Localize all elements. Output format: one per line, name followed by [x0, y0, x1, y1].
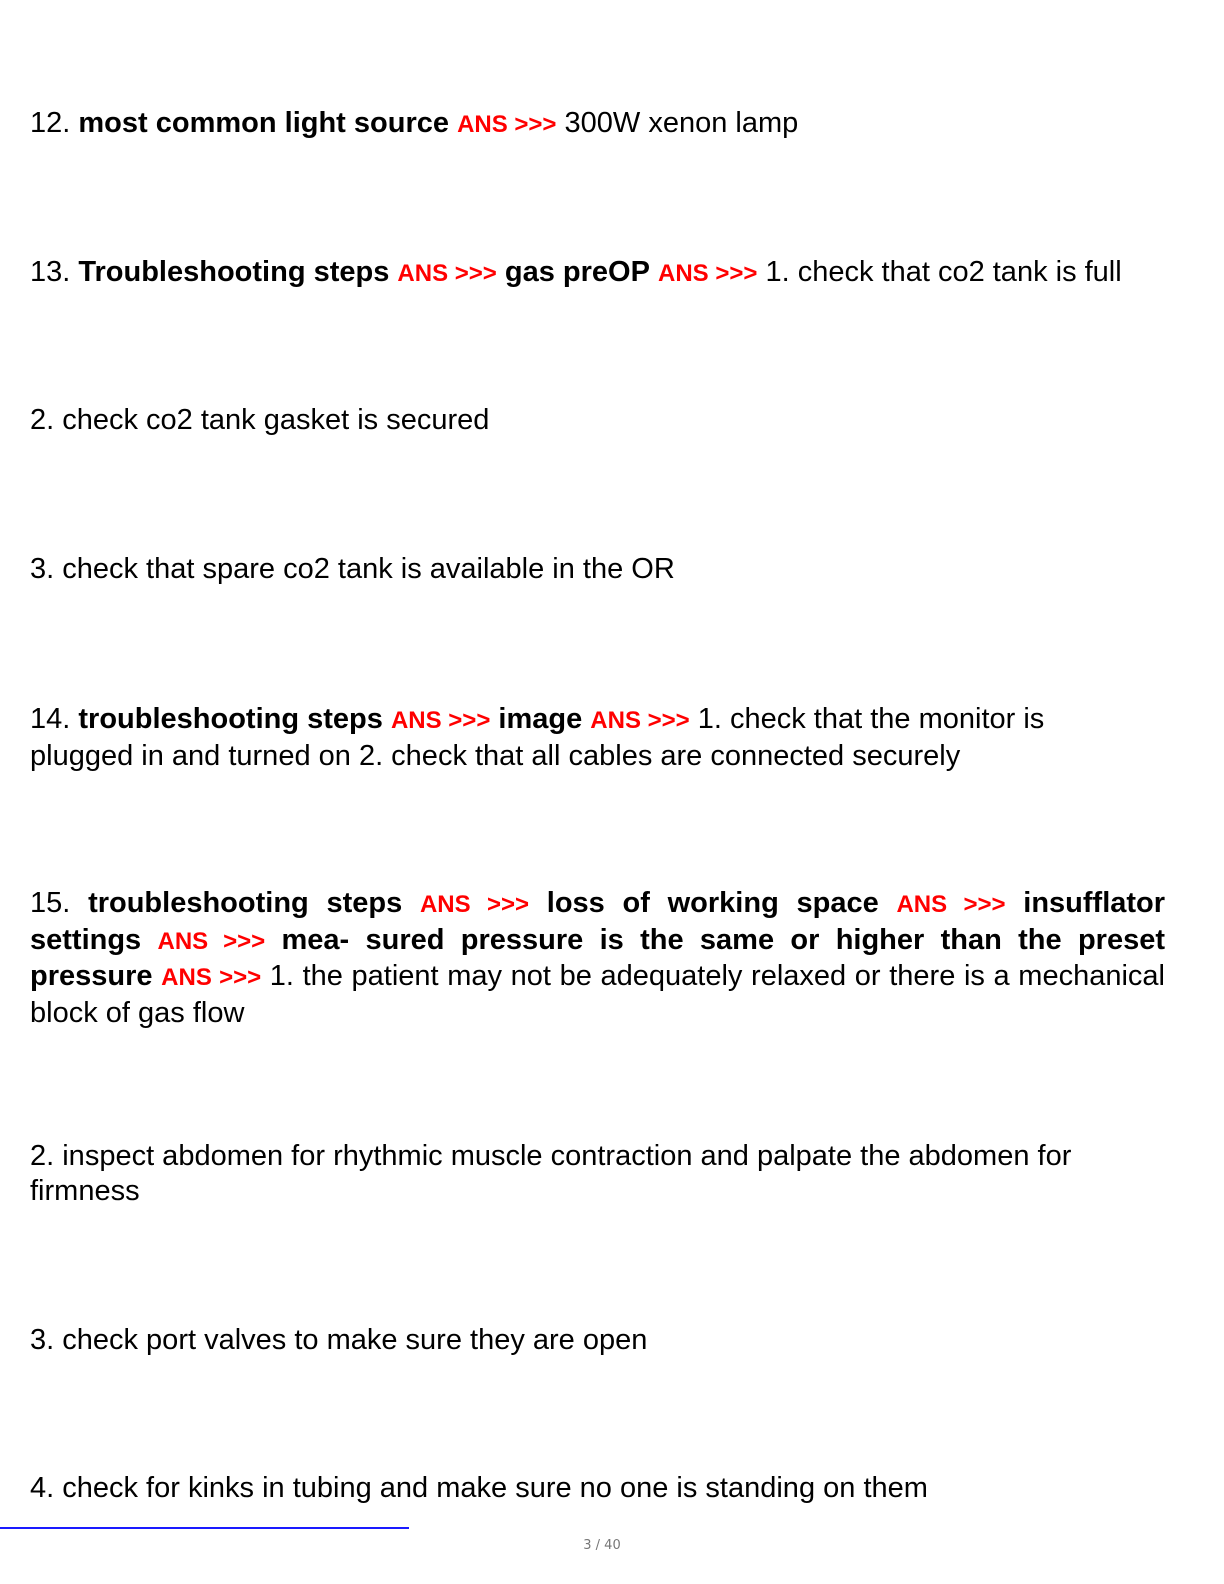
step-text-content: 2. inspect abdomen for rhythmic muscle contraction and palpate the abdomen for firmness — [30, 1140, 1072, 1207]
ans-marker: ANS >>> — [896, 891, 1006, 918]
item-14 — [30, 702, 1140, 773]
question: most common light source — [78, 107, 449, 139]
item-number: 14. — [30, 703, 71, 735]
ans-marker: ANS >>> — [590, 707, 690, 734]
item-12 — [30, 106, 798, 143]
step-text-content: 4. check for kinks in tubing and make sure no one is standing on them — [30, 1472, 928, 1504]
ans-marker: ANS >>> — [397, 260, 497, 287]
step-text-content: 3. check that spare co2 tank is available in the OR — [30, 553, 675, 585]
answer: 1. the patient may not be adequately relaxed or there is a mechanical block of gas flow — [30, 960, 1165, 1029]
answer: 300W xenon lamp — [564, 107, 799, 139]
item-13 — [30, 255, 1122, 292]
ans-marker: ANS >>> — [658, 260, 758, 287]
step-text — [30, 552, 675, 587]
item-number: 13. — [30, 256, 71, 288]
step-text — [30, 403, 489, 438]
step-text — [30, 1139, 1170, 1208]
ans-marker: ANS >>> — [390, 707, 491, 734]
step-text — [30, 1471, 928, 1506]
sub-question: insufflator settings — [30, 887, 1166, 956]
ans-marker: ANS >>> — [161, 964, 262, 991]
question: troubleshooting steps — [88, 887, 403, 919]
step-text — [30, 1323, 647, 1358]
ans-marker: ANS >>> — [157, 927, 266, 955]
ans-marker: ANS >>> — [419, 891, 530, 918]
sub-question: mea- sured pressure is the same or higher than the preset pressure — [30, 923, 1166, 992]
question: troubleshooting steps — [78, 703, 383, 735]
question: Troubleshooting steps — [78, 256, 390, 288]
item-number: 15. — [30, 887, 71, 919]
step-text-content: 3. check port valves to make sure they are open — [30, 1324, 648, 1356]
footer-divider — [0, 1527, 409, 1529]
answer: 1. check that co2 tank is full — [765, 256, 1122, 288]
page-number: 3 / 40 — [583, 1538, 621, 1553]
item-number: 12. — [30, 107, 71, 139]
item-15 — [30, 886, 1165, 1030]
answer: 1. check that the monitor is plugged in and turned on 2. check that all cables are connected securely — [30, 703, 1045, 772]
sub-question: loss of working space — [546, 887, 879, 919]
sub-question: image — [498, 703, 583, 735]
sub-question: gas preOP — [504, 256, 650, 288]
ans-marker: ANS >>> — [457, 111, 557, 138]
step-text-content: 2. check co2 tank gasket is secured — [30, 404, 490, 436]
